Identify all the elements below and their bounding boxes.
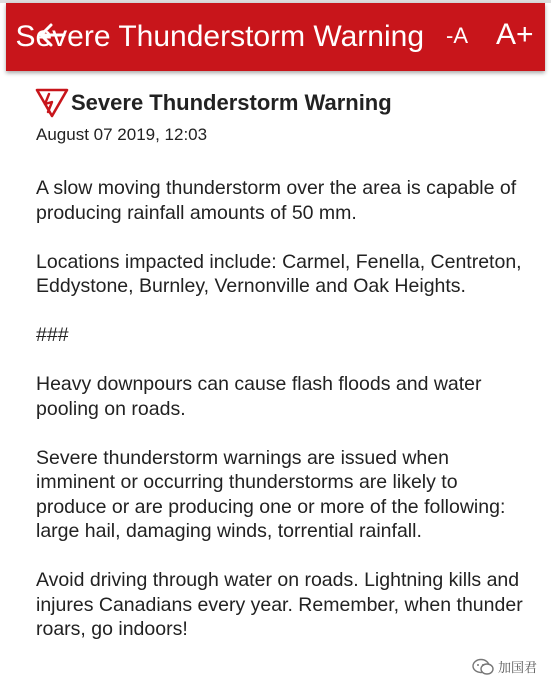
alert-paragraph: Avoid driving through water on roads. Lightning kills and injures Canadians every year. Remember, when thunder roars, go indoors! [36,569,523,640]
app-bar [6,3,545,71]
wechat-icon [472,658,494,676]
alert-header [36,86,526,120]
alert-paragraph: ### [36,324,69,346]
warning-triangle-icon [35,88,69,118]
app-bar-title-text: Severe Thunderstorm Warning [15,20,424,53]
app-bar-title [15,15,424,59]
alert-paragraph: Severe thunderstorm warnings are issued when imminent or occurring thunderstorms are likely to produce or are producing one or more of the following: large hail, damaging winds, torrential rainfall. [36,446,506,542]
alert-paragraph: Locations impacted include: Carmel, Fenella, Centreton, Eddystone, Burnley, Vernonville and Oak Heights. [36,250,522,297]
alert-title: Severe Thunderstorm Warning [71,90,392,115]
watermark-text: 加国君 [497,660,537,675]
alert-date: August 07 2019, 12:03 [36,125,208,144]
alert-paragraph: Heavy downpours can cause flash floods and water pooling on roads. [36,373,482,420]
alert-content [36,86,526,666]
watermark [472,657,537,676]
alert-body [36,176,526,642]
alert-paragraph: A slow moving thunderstorm over the area is capable of producing rainfall amounts of 50 mm. [36,177,517,224]
font-increase-button[interactable]: A+ [496,18,534,51]
font-decrease-button[interactable]: -A [446,23,468,48]
